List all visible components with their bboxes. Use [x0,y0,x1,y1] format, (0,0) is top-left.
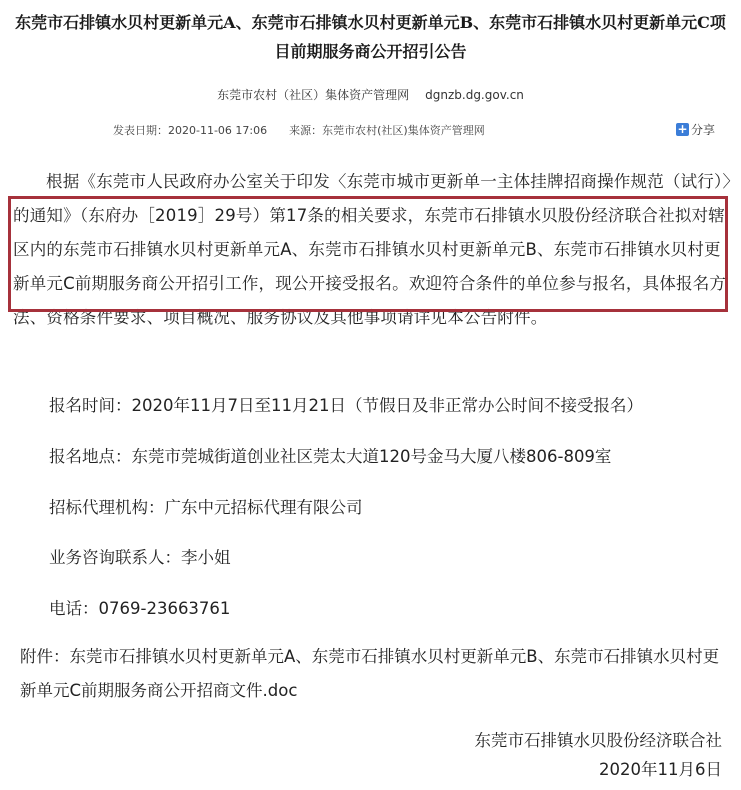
origin-text: 东莞市农村(社区)集体资产管理网 [322,124,485,137]
share-label: 分享 [691,123,716,137]
attachment-label: 附件： [20,647,70,666]
source-url[interactable]: dgnzb.dg.gov.cn [425,88,524,102]
signature: 东莞市石排镇水贝股份经济联合社 [474,731,722,750]
signup-place: 报名地点：东莞市莞城街道创业社区莞太大道120号金马大厦八楼806-809室 [49,447,612,466]
phone-number: 电话：0769-23663761 [49,599,231,618]
share-button[interactable] [676,121,715,138]
contact-person: 业务咨询联系人：李小姐 [49,548,231,567]
attachment-link[interactable]: 东莞市石排镇水贝村更新单元A、东莞市石排镇水贝村更新单元B、东莞市石排镇水贝村更新单元C前期服务商公开招商文件.doc [20,647,720,700]
sign-date: 2020年11月6日 [599,760,722,779]
body-paragraph: 根据《东莞市人民政府办公室关于印发〈东莞市城市更新单一主体挂牌招商操作规范（试行）〉的通知》（东府办［2019］29号）第17条的相关要求，东莞市石排镇水贝股份经济联合社拟对辖区内的东莞市石排镇水贝村更新单元A、东莞市石排镇水贝村更新单元B、东莞市石排镇水贝村更新单元C前期服务商公开招引工作，现公开接受报名。欢迎符合条件的单位参与报名，具体报名方法、资格条件要求、项目概况、服务协议及其他事项请详见本公告附件。 [13,172,731,327]
publish-date: 2020-11-06 17:06 [168,124,268,137]
attachment [20,640,730,708]
plus-icon: + [677,122,688,136]
article-body [13,165,731,335]
meta-line [113,122,485,138]
origin-label: 来源： [289,124,323,137]
publish-label: 发表日期： [113,124,168,137]
signup-time: 报名时间：2020年11月7日至11月21日（节假日及非正常办公时间不接受报名） [49,396,643,415]
source-name: 东莞市农村（社区）集体资产管理网 [217,88,410,102]
source-line [0,86,741,103]
article-title: 东莞市石排镇水贝村更新单元A、东莞市石排镇水贝村更新单元B、东莞市石排镇水贝村更新单元C项目前期服务商公开招引公告 [15,13,726,61]
agency: 招标代理机构：广东中元招标代理有限公司 [49,498,363,517]
